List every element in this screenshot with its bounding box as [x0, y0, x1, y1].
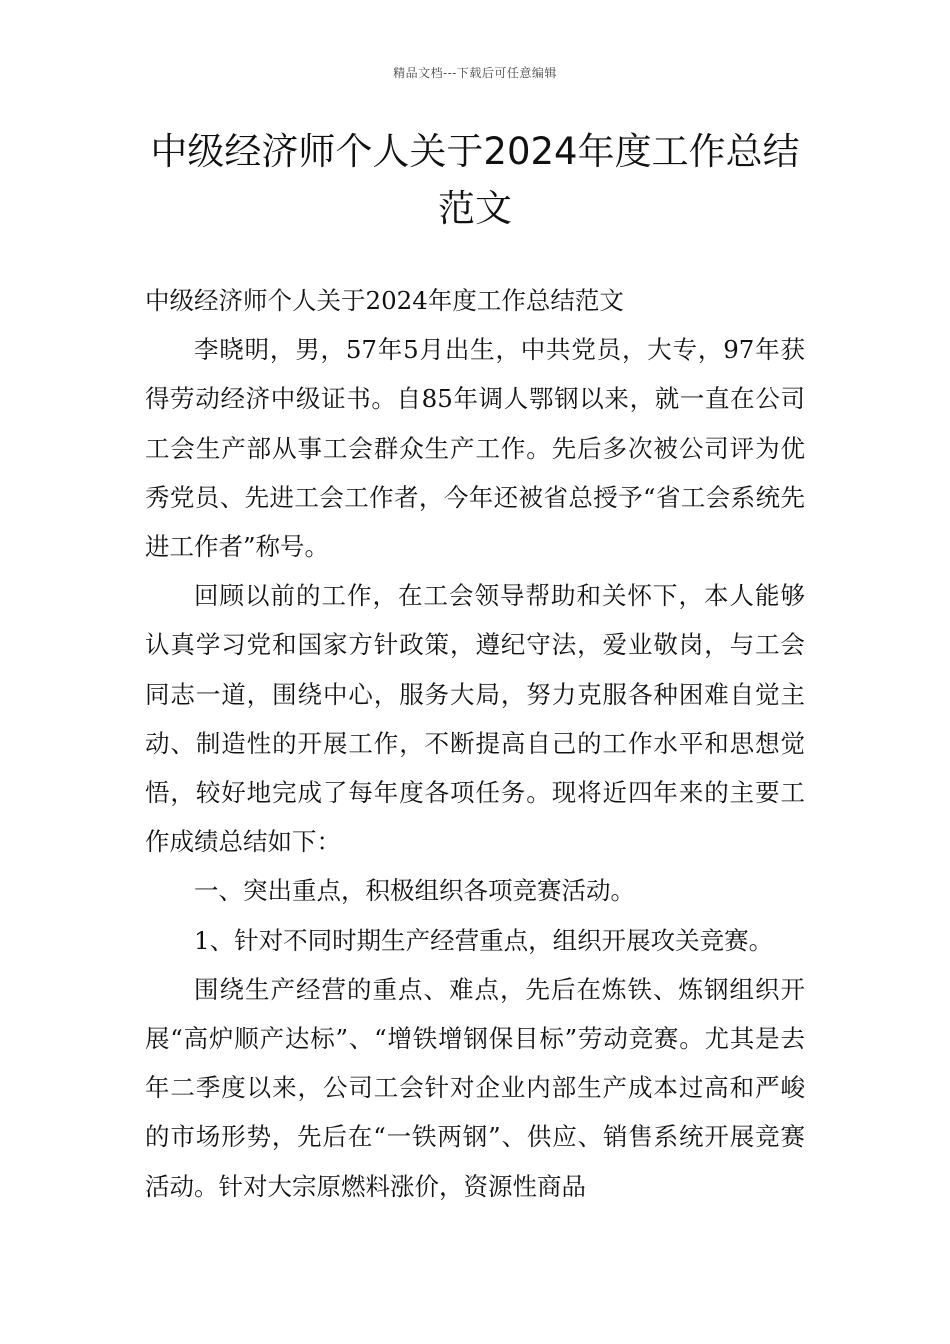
section-heading-1: 一、突出重点，积极组织各项竞赛活动。 [194, 876, 635, 906]
paragraph-competition: 围绕生产经营的重点、难点，先后在炼铁、炼钢组织开展“高炉顺产达标”、“增铁增钢保目标”劳动竞赛。尤其是去年二季度以来，公司工会针对企业内部生产成本过高和严峻的市场形势，先后在“一铁两钢”、供应、销售系统开展竞赛活动。针对大宗原燃料涨价，资源性商品 [145, 974, 805, 1201]
subtitle-paragraph: 中级经济师个人关于2024年度工作总结范文 [145, 286, 624, 315]
paragraph-review: 回顾以前的工作，在工会领导帮助和关怀下，本人能够认真学习党和国家方针政策，遵纪守法，爱业敬岗，与工会同志一道，围绕中心，服务大局，努力克服各种困难自觉主动、制造性的开展工作，不断提高自己的工作水平和思想觉悟，较好地完成了每年度各项任务。现将近四年来的主要工作成绩总结如下： [145, 581, 805, 857]
header-note: 精品文档---下载后可任意编辑 [393, 66, 557, 80]
paragraph-profile: 李晓明，男，57年5月出生，中共党员，大专，97年获得劳动经济中级证书。自85年调人鄂钢以来，就一直在公司工会生产部从事工会群众生产工作。先后多次被公司评为优秀党员、先进工会工作者，今年还被省总授予“省工会系统先进工作者”称号。 [145, 335, 805, 562]
subsection-heading-1: 1、针对不同时期生产经营重点，组织开展攻关竞赛。 [194, 925, 774, 955]
document-title: 中级经济师个人关于2024年度工作总结范文 [150, 130, 800, 230]
document-body [145, 276, 805, 1211]
